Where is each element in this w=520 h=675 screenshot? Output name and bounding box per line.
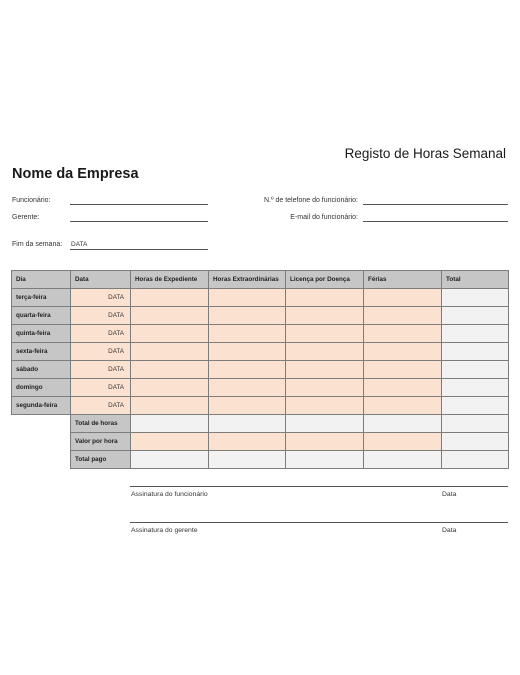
phone-field[interactable] [363, 204, 508, 205]
header-date: Data [71, 271, 131, 289]
employee-signature-date-label: Data [442, 491, 457, 498]
total-paid-label: Total pago [71, 451, 131, 469]
vacation-cell[interactable] [364, 343, 442, 361]
total-cell [442, 361, 509, 379]
date-cell[interactable]: DATA [71, 325, 131, 343]
employee-signature-label: Assinatura do funcionário [131, 491, 208, 498]
day-cell: quarta-feira [12, 307, 71, 325]
header-total: Total [442, 271, 509, 289]
paid-overtime-cell [209, 451, 286, 469]
sick-leave-cell[interactable] [286, 289, 364, 307]
overtime-cell[interactable] [209, 325, 286, 343]
sick-leave-cell[interactable] [286, 343, 364, 361]
rate-regular-cell[interactable] [131, 433, 209, 451]
overtime-cell[interactable] [209, 289, 286, 307]
regular-hours-cell[interactable] [131, 379, 209, 397]
overtime-cell[interactable] [209, 343, 286, 361]
table-row [12, 289, 509, 307]
date-cell[interactable]: DATA [71, 361, 131, 379]
summary-row-total-hours [12, 415, 509, 433]
employee-field[interactable] [70, 204, 208, 205]
paid-vacation-cell [364, 451, 442, 469]
total-regular-hours-cell [131, 415, 209, 433]
sick-leave-cell[interactable] [286, 379, 364, 397]
date-cell[interactable]: DATA [71, 307, 131, 325]
employee-signature-line[interactable] [130, 486, 508, 487]
manager-signature-label: Assinatura do gerente [131, 527, 198, 534]
overtime-cell[interactable] [209, 397, 286, 415]
header-vacation: Férias [364, 271, 442, 289]
vacation-cell[interactable] [364, 397, 442, 415]
total-cell [442, 397, 509, 415]
table-row [12, 307, 509, 325]
header-regular-hours: Horas de Expediente [131, 271, 209, 289]
sick-leave-cell[interactable] [286, 325, 364, 343]
paid-regular-cell [131, 451, 209, 469]
header-sick-leave: Licença por Doença [286, 271, 364, 289]
manager-signature-date-label: Data [442, 527, 457, 534]
day-cell: sábado [12, 361, 71, 379]
timesheet-table [11, 270, 509, 469]
date-cell[interactable]: DATA [71, 397, 131, 415]
paid-total-cell [442, 451, 509, 469]
email-label: E-mail do funcionário: [290, 214, 358, 221]
manager-field[interactable] [70, 221, 208, 222]
table-header-row [12, 271, 509, 289]
day-cell: segunda-feira [12, 397, 71, 415]
week-end-field[interactable] [70, 249, 208, 250]
blank-cell [12, 415, 71, 433]
day-cell: domingo [12, 379, 71, 397]
rate-overtime-cell[interactable] [209, 433, 286, 451]
day-cell: sexta-feira [12, 343, 71, 361]
company-name: Nome da Empresa [12, 166, 139, 182]
total-cell [442, 343, 509, 361]
manager-label: Gerente: [12, 214, 40, 221]
regular-hours-cell[interactable] [131, 307, 209, 325]
total-cell [442, 379, 509, 397]
date-cell[interactable]: DATA [71, 379, 131, 397]
total-sick-leave-cell [286, 415, 364, 433]
total-vacation-cell [364, 415, 442, 433]
vacation-cell[interactable] [364, 325, 442, 343]
table-row [12, 379, 509, 397]
blank-cell [12, 433, 71, 451]
week-end-value[interactable]: DATA [71, 241, 88, 248]
phone-label: N.º de telefone do funcionário: [263, 197, 358, 204]
vacation-cell[interactable] [364, 307, 442, 325]
email-field[interactable] [363, 221, 508, 222]
header-overtime: Horas Extraordinárias [209, 271, 286, 289]
table-row [12, 325, 509, 343]
table-row [12, 343, 509, 361]
summary-row-rate [12, 433, 509, 451]
manager-signature-line[interactable] [130, 522, 508, 523]
header-day: Dia [12, 271, 71, 289]
regular-hours-cell[interactable] [131, 397, 209, 415]
sick-leave-cell[interactable] [286, 307, 364, 325]
vacation-cell[interactable] [364, 361, 442, 379]
employee-label: Funcionário: [12, 197, 51, 204]
regular-hours-cell[interactable] [131, 343, 209, 361]
paid-sick-leave-cell [286, 451, 364, 469]
regular-hours-cell[interactable] [131, 361, 209, 379]
rate-total-cell [442, 433, 509, 451]
week-end-label: Fim da semana: [12, 241, 63, 248]
sick-leave-cell[interactable] [286, 397, 364, 415]
vacation-cell[interactable] [364, 289, 442, 307]
overtime-cell[interactable] [209, 307, 286, 325]
regular-hours-cell[interactable] [131, 289, 209, 307]
table-row [12, 397, 509, 415]
rate-sick-leave-cell[interactable] [286, 433, 364, 451]
day-cell: quinta-feira [12, 325, 71, 343]
total-cell [442, 289, 509, 307]
date-cell[interactable]: DATA [71, 289, 131, 307]
total-cell [442, 325, 509, 343]
rate-vacation-cell[interactable] [364, 433, 442, 451]
table-row [12, 361, 509, 379]
total-hours-total-cell [442, 415, 509, 433]
document-title: Registo de Horas Semanal [344, 146, 506, 161]
regular-hours-cell[interactable] [131, 325, 209, 343]
total-overtime-cell [209, 415, 286, 433]
overtime-cell[interactable] [209, 361, 286, 379]
sick-leave-cell[interactable] [286, 361, 364, 379]
blank-cell [12, 451, 71, 469]
day-cell: terça-feira [12, 289, 71, 307]
overtime-cell[interactable] [209, 379, 286, 397]
date-cell[interactable]: DATA [71, 343, 131, 361]
summary-row-total-paid [12, 451, 509, 469]
vacation-cell[interactable] [364, 379, 442, 397]
total-hours-label: Total de horas [71, 415, 131, 433]
rate-label: Valor por hora [71, 433, 131, 451]
total-cell [442, 307, 509, 325]
